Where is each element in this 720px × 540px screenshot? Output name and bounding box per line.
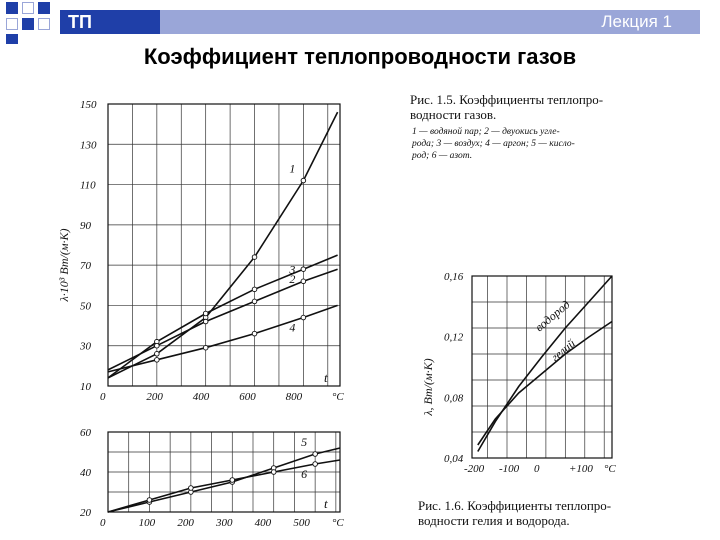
x-tick-label: 0	[100, 391, 106, 403]
y-tick-label: 130	[80, 139, 97, 152]
fig15-legend-line2: рода; 3 — воздух; 4 — аргон; 5 — кисло-	[412, 139, 575, 149]
plot-frame	[108, 104, 340, 386]
data-point	[301, 315, 306, 320]
y-tick-label: 20	[80, 507, 91, 519]
x-tick-label: 400	[254, 517, 272, 529]
x-tick-label: 0	[100, 517, 106, 529]
data-point	[271, 470, 276, 475]
x-tick-label: +100	[569, 463, 593, 475]
series-label: водород	[532, 297, 573, 335]
x-tick-label: 100	[138, 517, 156, 529]
fig15-legend-line3: род; 6 — азот.	[412, 151, 473, 161]
x-tick-label: -200	[464, 463, 485, 475]
series-label: 3	[289, 262, 296, 277]
x-tick-label: 300	[216, 517, 233, 529]
series-label: гелий	[548, 336, 578, 365]
x-tick-label: -100	[499, 463, 520, 475]
x-tick-label: 200	[146, 391, 163, 403]
y-tick-label: 110	[80, 179, 96, 192]
x-axis-label: t	[324, 370, 328, 385]
fig15-caption-line1: Рис. 1.5. Коэффициенты теплопро-	[410, 92, 604, 107]
data-point	[252, 331, 257, 336]
y-tick-label: 0,16	[444, 271, 464, 283]
y-tick-label: 0,08	[444, 392, 464, 405]
fig15-legend-line1: 1 — водяной пар; 2 — двуокись угле-	[412, 127, 560, 137]
series-label: 5	[301, 435, 308, 449]
y-tick-label: 40	[80, 467, 91, 479]
data-point	[155, 358, 160, 363]
data-point	[252, 255, 257, 260]
series-label: 4	[289, 320, 296, 335]
y-tick-label: 60	[80, 427, 91, 439]
y-axis-label: λ·10³ Вт/(м·К)	[57, 228, 71, 302]
series-label: 2	[289, 272, 296, 287]
lecture-label: Лекция 1	[601, 12, 672, 31]
data-point	[313, 452, 318, 457]
y-tick-label: 0,12	[444, 331, 464, 344]
data-point	[203, 319, 208, 324]
x-tick-label: 800	[285, 391, 303, 403]
data-point	[301, 178, 306, 183]
data-point	[301, 267, 306, 272]
data-point	[147, 498, 152, 503]
data-point	[252, 287, 257, 292]
data-point	[189, 486, 194, 491]
data-point	[313, 462, 318, 467]
y-tick-label: 150	[80, 99, 97, 111]
data-point	[230, 478, 235, 483]
x-tick-label: °C	[332, 517, 344, 529]
data-point	[155, 343, 160, 348]
y-tick-label: 10	[80, 381, 91, 393]
x-tick-label: 400	[192, 391, 210, 403]
x-tick-label: °C	[332, 391, 344, 403]
data-point	[203, 345, 208, 350]
fig16-caption-line2: водности гелия и водорода.	[418, 513, 570, 528]
series-label: 6	[301, 467, 308, 481]
series-label: 1	[289, 161, 296, 176]
x-tick-label: 600	[239, 391, 256, 403]
data-point	[155, 351, 160, 356]
x-axis-label: t	[324, 496, 328, 511]
topic-label: ТП	[68, 12, 92, 32]
x-tick-label: 0	[534, 463, 540, 475]
y-tick-label: 90	[80, 219, 91, 232]
x-tick-label: 200	[177, 517, 194, 529]
y-tick-label: 0,04	[444, 453, 464, 465]
y-tick-label: 30	[80, 340, 91, 353]
data-point	[301, 279, 306, 284]
data-point	[203, 311, 208, 316]
x-tick-label: °C	[604, 463, 616, 475]
fig16-caption-line1: Рис. 1.6. Коэффициенты теплопро-	[418, 498, 612, 513]
plot-frame	[472, 276, 612, 458]
fig15-caption-line2: водности газов.	[410, 107, 497, 122]
y-tick-label: 50	[80, 300, 91, 313]
y-tick-label: 70	[80, 260, 91, 273]
series-line-helium	[478, 322, 612, 446]
data-point	[252, 299, 257, 304]
y-axis-label: λ, Вт/(м·К)	[421, 358, 435, 416]
slide-title: Коэффициент теплопроводности газов	[143, 44, 577, 69]
x-tick-label: 500	[293, 517, 310, 529]
